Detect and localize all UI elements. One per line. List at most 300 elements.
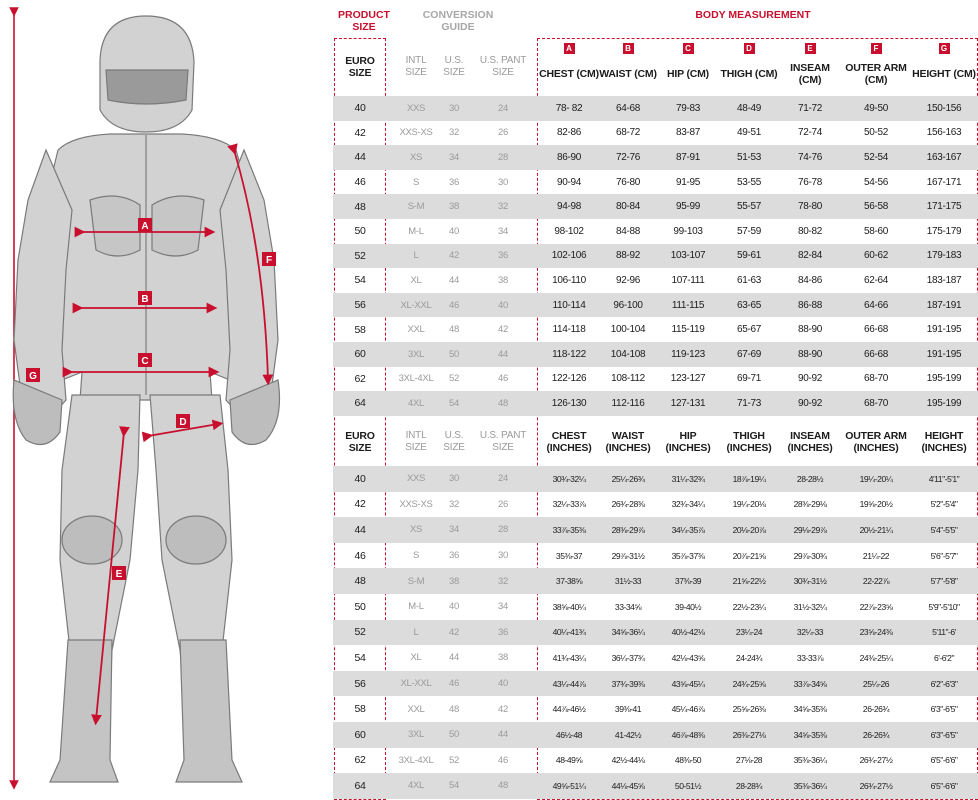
table-cell: 40: [498, 299, 508, 311]
conv-header: U.S. PANT SIZE: [479, 430, 527, 453]
inch-table-header: [333, 418, 978, 466]
table-cell: 56: [354, 677, 366, 690]
table-cell: 3XL-4XL: [398, 754, 434, 766]
measurement-header: HEIGHT (CM): [912, 68, 976, 80]
table-cell: 86-90: [556, 151, 582, 163]
table-cell: 5'7"-5'8": [930, 576, 958, 587]
table-cell: S: [412, 550, 420, 562]
table-cell: 28: [498, 524, 508, 536]
table-cell: 58: [354, 323, 366, 336]
table-cell: 62-64: [863, 274, 889, 286]
table-cell: 84-88: [615, 225, 641, 237]
table-cell: 44: [498, 729, 508, 741]
badge-a-text: A: [141, 221, 149, 232]
table-cell: 71-73: [736, 397, 762, 409]
table-row: [333, 244, 978, 269]
table-cell: 37¾-39⅜: [611, 678, 645, 689]
table-cell: 167-171: [926, 176, 962, 188]
table-cell: 64-66: [863, 299, 889, 311]
table-cell: 179-183: [926, 250, 962, 262]
table-cell: 98-102: [554, 225, 584, 237]
table-cell: 54: [449, 397, 459, 409]
table-cell: 68-70: [863, 397, 889, 409]
table-cell: 42½-44⅛: [611, 755, 645, 766]
table-cell: 32: [498, 201, 508, 213]
table-cell: 163-167: [926, 151, 962, 163]
table-cell: 78- 82: [555, 102, 583, 114]
table-cell: 40: [449, 225, 459, 237]
table-cell: 42: [498, 324, 508, 336]
euro-size-header: EURO SIZE: [345, 55, 375, 79]
table-row: [333, 293, 978, 318]
table-cell: 35⅜-36¼: [793, 755, 827, 766]
table-cell: 3XL: [407, 729, 424, 741]
table-cell: XS: [409, 524, 423, 536]
table-cell: 60-62: [863, 250, 889, 262]
table-cell: 54: [354, 274, 366, 287]
table-cell: 6'2"-6'3": [930, 678, 958, 689]
table-cell: 66-68: [863, 348, 889, 360]
table-row: [333, 219, 978, 244]
table-cell: 21¼-22: [862, 550, 890, 561]
measurement-header: INSEAM (INCHES): [787, 430, 833, 454]
measurement-header: THIGH (CM): [720, 68, 778, 80]
table-cell: 6'5"-6'6": [930, 755, 958, 766]
measurement-badge: C: [683, 43, 694, 54]
table-cell: 20⅞-21⅝: [732, 550, 766, 561]
table-cell: 49⅝-51¼: [552, 780, 586, 791]
table-cell: 52: [449, 373, 459, 385]
table-cell: 46½-48: [555, 729, 583, 740]
table-cell: 34⅝-35⅜: [793, 729, 827, 740]
table-cell: 22½-23¼: [732, 601, 766, 612]
measurement-header: WAIST (CM): [599, 68, 657, 80]
table-row: [333, 543, 978, 569]
table-cell: 40: [354, 472, 366, 485]
table-cell: 86-88: [797, 299, 823, 311]
table-cell: 34: [498, 225, 508, 237]
table-cell: 79-83: [675, 102, 701, 114]
size-chart: [333, 0, 978, 800]
measurement-badge: G: [939, 43, 950, 54]
table-cell: 48⅜-50: [674, 755, 702, 766]
table-cell: 44⅛-45⅝: [611, 780, 645, 791]
table-cell: 68-70: [863, 373, 889, 385]
table-cell: 64: [354, 779, 366, 792]
table-cell: 46: [498, 754, 508, 766]
table-cell: 112-116: [611, 397, 645, 409]
table-cell: 46⅞-48⅜: [671, 729, 705, 740]
table-cell: 42: [449, 626, 459, 638]
table-cell: 82-86: [556, 127, 582, 139]
table-row: [333, 145, 978, 170]
measurement-badge: E: [805, 43, 816, 54]
table-cell: 39-40½: [674, 601, 702, 612]
table-cell: 24¾-25⅝: [732, 678, 766, 689]
table-cell: 38⅝-40¼: [552, 601, 586, 612]
conversion-guide-header: CONVERSION GUIDE: [422, 9, 494, 33]
table-cell: 104-108: [610, 348, 646, 360]
table-row: [333, 317, 978, 342]
table-cell: 90-92: [797, 397, 823, 409]
table-cell: 50: [449, 348, 459, 360]
table-cell: 88-90: [797, 324, 823, 336]
euro-size-header: EURO SIZE: [345, 430, 375, 454]
table-cell: 54: [354, 651, 366, 664]
conv-header: U.S. SIZE: [443, 430, 465, 453]
table-cell: 48-49⅝: [555, 755, 583, 766]
table-cell: 41¾-43¼: [552, 652, 586, 663]
table-cell: 36: [498, 626, 508, 638]
table-cell: 69-71: [736, 373, 762, 385]
table-cell: 50: [354, 600, 366, 613]
table-cell: 22⅞-23⅝: [859, 601, 893, 612]
table-cell: 41-42½: [614, 729, 642, 740]
table-cell: 49-51: [736, 127, 762, 139]
table-cell: 54-56: [863, 176, 889, 188]
table-cell: 48: [354, 575, 366, 588]
table-cell: XL-XXL: [400, 678, 432, 690]
table-cell: 68-72: [615, 127, 641, 139]
table-cell: 195-199: [926, 397, 962, 409]
table-cell: 102-106: [551, 250, 587, 262]
table-cell: 42⅛-43⅝: [671, 652, 705, 663]
table-cell: 107-111: [671, 274, 705, 286]
table-cell: 80-82: [797, 225, 823, 237]
table-cell: 23⅝-24⅜: [859, 627, 893, 638]
table-cell: 84-86: [797, 274, 823, 286]
table-cell: 32¾-34¼: [671, 499, 705, 510]
table-row: [333, 671, 978, 697]
table-cell: 36¼-37¾: [611, 652, 645, 663]
table-cell: 42: [354, 126, 366, 139]
measurement-badge: F: [871, 43, 882, 54]
measurement-header: CHEST (CM): [539, 68, 599, 80]
table-cell: 90-94: [556, 176, 582, 188]
table-cell: 92-96: [615, 274, 641, 286]
conv-header: U.S. SIZE: [443, 55, 465, 78]
table-cell: 63-65: [736, 299, 762, 311]
table-cell: 95-99: [675, 201, 701, 213]
table-cell: 48: [449, 324, 459, 336]
table-cell: 38: [498, 274, 508, 286]
table-cell: 48: [354, 200, 366, 213]
table-cell: 32: [498, 575, 508, 587]
table-cell: 24⅜-25¼: [859, 652, 893, 663]
table-row: [333, 170, 978, 195]
table-cell: 33⅞-35⅜: [552, 524, 586, 535]
table-cell: 32¼-33: [796, 627, 824, 638]
table-cell: 50-52: [863, 127, 889, 139]
table-cell: 67-69: [736, 348, 762, 360]
table-cell: 35⅜-37: [555, 550, 583, 561]
table-cell: 48-49: [736, 102, 762, 114]
table-cell: 23¼-24: [735, 627, 763, 638]
measurement-badge: D: [744, 43, 755, 54]
table-cell: 28-28½: [796, 473, 824, 484]
table-cell: 6'5"-6'6": [930, 780, 958, 791]
table-cell: 76-80: [615, 176, 641, 188]
table-cell: 191-195: [926, 324, 962, 336]
table-cell: 53-55: [736, 176, 762, 188]
table-cell: 30: [449, 473, 459, 485]
table-cell: 36: [449, 176, 459, 188]
table-cell: M-L: [408, 225, 424, 237]
table-cell: 5'2"-5'4": [930, 499, 958, 510]
table-cell: 183-187: [926, 274, 962, 286]
table-cell: 25¼-26: [862, 678, 890, 689]
table-cell: 6'3"-6'5": [930, 704, 958, 715]
table-cell: 18⅞-19¼: [732, 473, 766, 484]
table-cell: 24: [498, 102, 508, 114]
table-cell: XS: [409, 151, 423, 163]
table-cell: 30: [498, 176, 508, 188]
measurement-header: WAIST (INCHES): [605, 430, 651, 454]
table-cell: 40: [449, 601, 459, 613]
table-row: [333, 773, 978, 799]
table-cell: 4XL: [407, 780, 424, 792]
table-cell: 5'6"-5'7": [930, 550, 958, 561]
table-cell: XXS-XS: [399, 127, 433, 139]
badge-c-text: C: [141, 356, 149, 367]
table-cell: 99-103: [673, 225, 703, 237]
table-row: [333, 466, 978, 492]
table-cell: 55-57: [736, 201, 762, 213]
table-cell: 156-163: [926, 127, 962, 139]
table-row: [333, 748, 978, 774]
badge-g-text: G: [29, 371, 37, 382]
table-cell: 88-90: [797, 348, 823, 360]
table-cell: 38: [498, 652, 508, 664]
table-cell: 28⅜-29⅞: [611, 524, 645, 535]
measurement-header: THIGH (INCHES): [726, 430, 772, 454]
table-cell: 30: [498, 550, 508, 562]
table-cell: 45¼-46⅞: [671, 704, 705, 715]
table-cell: L: [413, 250, 419, 262]
table-row: [333, 367, 978, 392]
table-cell: 103-107: [670, 250, 706, 262]
conv-header: U.S. PANT SIZE: [479, 55, 527, 78]
measurement-header: INSEAM (CM): [790, 62, 830, 86]
table-cell: 46: [449, 678, 459, 690]
table-cell: XL-XXL: [400, 299, 432, 311]
table-cell: 37⅜-39: [674, 576, 702, 587]
table-cell: XXL: [407, 324, 425, 336]
table-cell: 24: [498, 473, 508, 485]
table-cell: 32¼-33⅞: [552, 499, 586, 510]
table-cell: 22-22⅞: [862, 576, 890, 587]
table-cell: 28: [498, 151, 508, 163]
table-cell: 43¼-44⅞: [552, 678, 586, 689]
conv-header: INTL SIZE: [405, 55, 427, 78]
table-cell: 59-61: [736, 250, 762, 262]
table-cell: 123-127: [670, 373, 706, 385]
table-cell: XL: [410, 274, 422, 286]
conv-header: INTL SIZE: [405, 430, 427, 453]
measurement-header: HIP (CM): [667, 68, 709, 80]
table-cell: 4XL: [407, 397, 424, 409]
table-cell: 44⅞-46½: [552, 704, 586, 715]
table-cell: 26¾-27½: [859, 755, 893, 766]
table-cell: 114-118: [552, 324, 586, 336]
table-cell: 34⅝-35⅜: [793, 704, 827, 715]
table-cell: 40: [354, 102, 366, 115]
table-cell: 122-126: [551, 373, 587, 385]
table-cell: 52: [354, 249, 366, 262]
table-cell: 195-199: [926, 373, 962, 385]
table-cell: 3XL-4XL: [398, 373, 434, 385]
table-cell: 40¼-41¾: [552, 627, 586, 638]
table-cell: 62: [354, 754, 366, 767]
table-cell: 64: [354, 397, 366, 410]
table-cell: 50: [354, 225, 366, 238]
table-cell: 40½-42⅛: [671, 627, 705, 638]
table-cell: 25¼-26¾: [611, 473, 645, 484]
table-cell: 49-50: [863, 102, 889, 114]
table-cell: 88-92: [615, 250, 641, 262]
table-cell: 28-28¾: [735, 780, 763, 791]
table-cell: 21⅝-22½: [732, 576, 766, 587]
measurement-header: HEIGHT (INCHES): [921, 430, 967, 454]
table-cell: 20½-21¼: [859, 524, 893, 535]
table-cell: 56-58: [863, 201, 889, 213]
table-cell: 48: [498, 397, 508, 409]
measurement-header: CHEST (INCHES): [546, 430, 592, 454]
table-cell: 74-76: [797, 151, 823, 163]
table-cell: 65-67: [736, 324, 762, 336]
table-cell: 100-104: [610, 324, 646, 336]
table-cell: 127-131: [670, 397, 706, 409]
table-cell: 60: [354, 348, 366, 361]
table-cell: 46: [354, 549, 366, 562]
table-cell: 38: [449, 201, 459, 213]
table-row: [333, 194, 978, 219]
table-cell: 50-51½: [674, 780, 702, 791]
table-row: [333, 96, 978, 121]
badge-b-text: B: [141, 294, 149, 305]
product-size-header: PRODUCT SIZE: [338, 9, 390, 33]
table-cell: S-M: [407, 201, 425, 213]
table-cell: 26-26¾: [862, 704, 890, 715]
table-cell: 44: [354, 151, 366, 164]
table-cell: 150-156: [926, 102, 962, 114]
measurement-badge: A: [564, 43, 575, 54]
table-cell: 83-87: [675, 127, 701, 139]
table-cell: 31½-33: [614, 576, 642, 587]
table-cell: 96-100: [613, 299, 643, 311]
table-cell: 26-26¾: [862, 729, 890, 740]
table-cell: 51-53: [736, 151, 762, 163]
table-cell: XXS: [406, 473, 426, 485]
table-cell: XXS-XS: [399, 498, 433, 510]
table-cell: 94-98: [556, 201, 582, 213]
table-cell: 78-80: [797, 201, 823, 213]
rider-figure: [0, 0, 330, 800]
table-cell: 126-130: [551, 397, 587, 409]
table-cell: 28⅜-29⅛: [793, 499, 827, 510]
table-cell: 54: [449, 780, 459, 792]
table-cell: 115-119: [671, 324, 705, 336]
table-cell: 24-24¾: [735, 652, 763, 663]
table-cell: 34¼-35⅞: [671, 524, 705, 535]
table-cell: 34: [449, 524, 459, 536]
table-row: [333, 696, 978, 722]
table-cell: 91-95: [675, 176, 701, 188]
table-cell: 27⅛-28: [735, 755, 763, 766]
table-cell: 19¼-20⅛: [732, 499, 766, 510]
table-cell: 118-122: [552, 348, 586, 360]
table-cell: 108-112: [611, 373, 645, 385]
table-cell: 31½-32¼: [793, 601, 827, 612]
table-cell: 56: [354, 299, 366, 312]
table-cell: 36: [449, 550, 459, 562]
table-cell: 39⅜-41: [614, 704, 642, 715]
table-cell: 80-84: [615, 201, 641, 213]
table-cell: 30: [449, 102, 459, 114]
table-cell: 72-76: [615, 151, 641, 163]
table-row: [333, 121, 978, 146]
table-cell: 5'11"-6': [932, 627, 956, 638]
table-cell: 171-175: [926, 201, 962, 213]
table-row: [333, 391, 978, 416]
table-row: [333, 492, 978, 518]
table-cell: M-L: [408, 601, 424, 613]
table-cell: 26¾-27½: [859, 780, 893, 791]
measurement-header: HIP (INCHES): [665, 430, 711, 454]
table-cell: 29⅛-29⅞: [793, 524, 827, 535]
table-row: [333, 722, 978, 748]
table-cell: 26¾-28⅜: [611, 499, 645, 510]
measurement-header: OUTER ARM (CM): [845, 62, 907, 86]
table-cell: 119-123: [671, 348, 705, 360]
table-cell: 19¼-20¼: [859, 473, 893, 484]
table-cell: 34: [498, 601, 508, 613]
table-cell: 26: [498, 127, 508, 139]
table-cell: 58-60: [863, 225, 889, 237]
table-cell: 106-110: [552, 274, 586, 286]
table-cell: 29⅞-30¾: [793, 550, 827, 561]
body-measurement-header: BODY MEASUREMENT: [695, 9, 811, 21]
table-row: [333, 342, 978, 367]
badge-f-text: F: [265, 255, 273, 266]
badge-e-text: E: [115, 569, 123, 580]
table-cell: 61-63: [736, 274, 762, 286]
table-cell: 62: [354, 372, 366, 385]
table-cell: 44: [449, 274, 459, 286]
table-cell: 35⅞-37⅜: [671, 550, 705, 561]
table-cell: 5'9"-5'10": [928, 601, 960, 612]
table-cell: 30¾-32¼: [552, 473, 586, 484]
table-cell: 43⅝-45¼: [671, 678, 705, 689]
table-row: [333, 594, 978, 620]
table-cell: 71-72: [797, 102, 823, 114]
table-cell: 20⅛-20⅞: [732, 524, 766, 535]
table-cell: 76-78: [797, 176, 823, 188]
table-cell: S-M: [407, 575, 425, 587]
table-cell: S: [412, 176, 420, 188]
table-cell: 3XL: [407, 348, 424, 360]
table-cell: 26⅜-27⅛: [732, 729, 766, 740]
table-cell: 46: [354, 176, 366, 189]
table-cell: 46: [498, 373, 508, 385]
table-cell: 52: [354, 626, 366, 639]
table-cell: 48: [498, 780, 508, 792]
table-cell: 57-59: [736, 225, 762, 237]
table-cell: 72-74: [797, 127, 823, 139]
table-cell: 175-179: [926, 225, 962, 237]
table-cell: 50: [449, 729, 459, 741]
table-cell: 82-84: [797, 250, 823, 262]
